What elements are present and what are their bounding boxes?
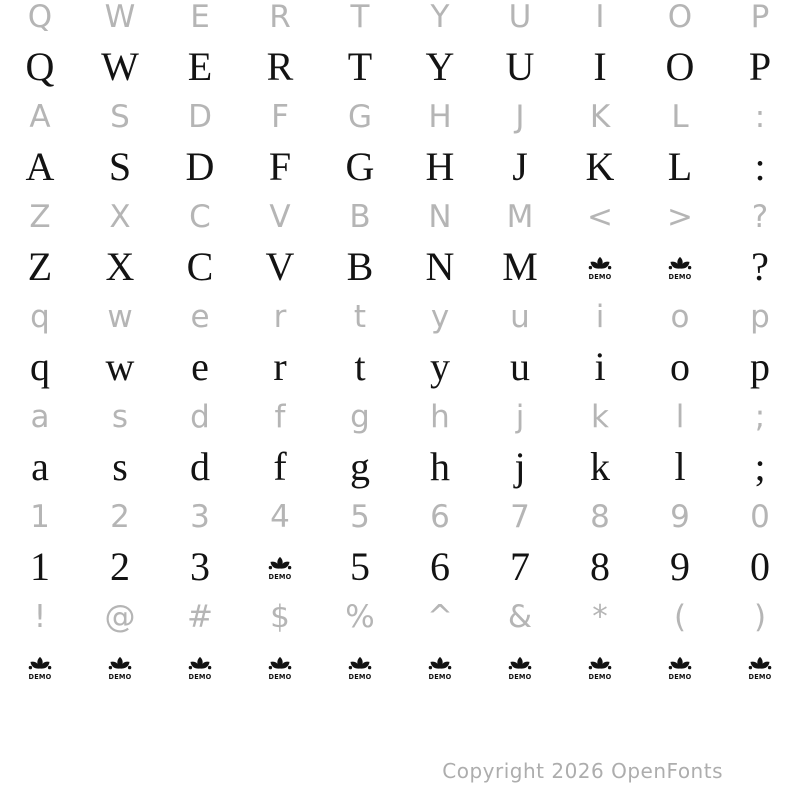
- reference-glyph-cell: &: [507, 598, 533, 635]
- reference-glyph-cell: Q: [27, 0, 53, 35]
- reference-glyph-cell: ^: [427, 598, 453, 635]
- specimen-glyph-cell: r: [273, 344, 287, 389]
- specimen-glyph-cell: l: [674, 444, 686, 489]
- reference-glyph-cell: p: [750, 298, 770, 335]
- specimen-glyph-cell: 9: [670, 544, 690, 589]
- reference-glyph-cell: (: [673, 598, 687, 635]
- demo-label: DEMO: [748, 672, 772, 680]
- demo-label: DEMO: [668, 672, 692, 680]
- demo-ornament-icon: [267, 655, 293, 680]
- specimen-glyph-cell: j: [514, 444, 526, 489]
- specimen-glyph-cell: 6: [430, 544, 450, 589]
- specimen-glyph-cell: 5: [350, 544, 370, 589]
- demo-glyph-cell: [160, 642, 240, 692]
- reference-glyph-cell: E: [190, 0, 210, 35]
- specimen-glyph-cell: 0: [750, 544, 770, 589]
- specimen-glyph-cell: W: [101, 44, 139, 89]
- reference-glyph-cell: V: [269, 198, 291, 235]
- specimen-glyph-cell: y: [430, 344, 450, 389]
- specimen-glyph-cell: s: [112, 444, 128, 489]
- demo-label: DEMO: [348, 672, 372, 680]
- demo-ornament-icon: [27, 655, 53, 680]
- demo-glyph-cell: [480, 642, 560, 692]
- reference-glyph-cell: $: [270, 598, 290, 635]
- reference-glyph-cell: L: [671, 98, 689, 135]
- specimen-glyph-cell: T: [347, 44, 373, 89]
- reference-glyph-cell: ;: [754, 398, 766, 435]
- specimen-glyph-cell: G: [345, 144, 375, 189]
- specimen-glyph-cell: Z: [27, 244, 53, 289]
- demo-glyph-cell: [640, 642, 720, 692]
- reference-glyph-cell: H: [428, 98, 452, 135]
- reference-glyph-cell: G: [347, 98, 373, 135]
- specimen-glyph-cell: t: [354, 344, 366, 389]
- reference-glyph-cell: O: [667, 0, 693, 35]
- specimen-glyph-cell: 2: [110, 544, 130, 589]
- demo-label: DEMO: [108, 672, 132, 680]
- specimen-glyph-cell: :: [754, 144, 766, 189]
- specimen-glyph-cell: Q: [25, 44, 55, 89]
- reference-glyph-cell: !: [33, 598, 47, 635]
- reference-glyph-cell: %: [345, 598, 375, 635]
- reference-glyph-cell: 4: [270, 498, 290, 535]
- reference-glyph-cell: 8: [590, 498, 610, 535]
- demo-label: DEMO: [508, 672, 532, 680]
- specimen-glyph-cell: u: [510, 344, 530, 389]
- demo-glyph-cell: [0, 642, 80, 692]
- reference-glyph-cell: l: [675, 398, 685, 435]
- specimen-glyph-cell: d: [190, 444, 210, 489]
- reference-glyph-cell: k: [591, 398, 609, 435]
- copyright-text: Copyright 2026 OpenFonts: [442, 759, 723, 783]
- demo-label: DEMO: [268, 572, 292, 580]
- specimen-glyph-cell: q: [30, 344, 50, 389]
- reference-glyph-cell: t: [353, 298, 367, 335]
- demo-ornament-icon: [667, 655, 693, 680]
- specimen-glyph-cell: ;: [754, 444, 766, 489]
- reference-glyph-cell: f: [274, 398, 286, 435]
- specimen-glyph-cell: X: [105, 244, 135, 289]
- demo-glyph-cell: [400, 642, 480, 692]
- reference-glyph-cell: 2: [110, 498, 130, 535]
- specimen-glyph-cell: K: [585, 144, 615, 189]
- specimen-glyph-cell: g: [350, 444, 370, 489]
- demo-ornament-icon: [267, 555, 293, 580]
- reference-glyph-cell: 0: [750, 498, 770, 535]
- reference-glyph-cell: Y: [430, 0, 450, 35]
- reference-glyph-cell: r: [273, 298, 287, 335]
- reference-glyph-cell: y: [430, 298, 450, 335]
- reference-glyph-cell: S: [110, 98, 130, 135]
- reference-glyph-cell: #: [187, 598, 213, 635]
- reference-glyph-cell: i: [595, 298, 605, 335]
- reference-glyph-cell: X: [109, 198, 131, 235]
- reference-glyph-cell: s: [111, 398, 129, 435]
- demo-glyph-cell: [720, 642, 800, 692]
- demo-label: DEMO: [268, 672, 292, 680]
- demo-glyph-cell: [240, 542, 320, 592]
- reference-glyph-cell: ): [753, 598, 767, 635]
- reference-glyph-cell: Z: [29, 198, 51, 235]
- specimen-glyph-cell: S: [108, 144, 132, 189]
- reference-glyph-cell: C: [189, 198, 211, 235]
- reference-glyph-cell: 3: [190, 498, 210, 535]
- demo-label: DEMO: [588, 672, 612, 680]
- specimen-glyph-cell: O: [665, 44, 695, 89]
- reference-glyph-cell: *: [592, 598, 608, 635]
- specimen-glyph-cell: o: [670, 344, 690, 389]
- reference-glyph-cell: M: [506, 198, 534, 235]
- specimen-glyph-cell: Y: [425, 44, 455, 89]
- reference-glyph-cell: d: [190, 398, 210, 435]
- specimen-glyph-cell: C: [186, 244, 214, 289]
- demo-glyph-cell: [240, 642, 320, 692]
- demo-ornament-icon: [107, 655, 133, 680]
- specimen-glyph-cell: V: [265, 244, 295, 289]
- reference-glyph-cell: A: [29, 98, 51, 135]
- reference-glyph-cell: 7: [510, 498, 530, 535]
- reference-glyph-cell: 9: [670, 498, 690, 535]
- demo-ornament-icon: [587, 255, 613, 280]
- specimen-glyph-cell: ?: [751, 244, 769, 289]
- specimen-glyph-cell: k: [590, 444, 610, 489]
- reference-glyph-cell: J: [515, 98, 525, 135]
- reference-glyph-cell: B: [349, 198, 371, 235]
- reference-glyph-cell: :: [754, 98, 766, 135]
- specimen-glyph-cell: F: [268, 144, 292, 189]
- reference-glyph-cell: 6: [430, 498, 450, 535]
- reference-glyph-cell: a: [30, 398, 50, 435]
- reference-glyph-cell: D: [188, 98, 212, 135]
- specimen-glyph-cell: M: [502, 244, 538, 289]
- reference-glyph-cell: ?: [751, 198, 769, 235]
- reference-glyph-cell: 1: [30, 498, 50, 535]
- reference-glyph-cell: q: [30, 298, 50, 335]
- demo-ornament-icon: [507, 655, 533, 680]
- reference-glyph-cell: @: [104, 598, 136, 635]
- specimen-glyph-cell: i: [594, 344, 606, 389]
- specimen-glyph-cell: P: [748, 44, 772, 89]
- reference-glyph-cell: K: [589, 98, 611, 135]
- demo-glyph-cell: [560, 242, 640, 292]
- demo-ornament-icon: [187, 655, 213, 680]
- reference-glyph-cell: T: [350, 0, 370, 35]
- demo-label: DEMO: [428, 672, 452, 680]
- demo-ornament-icon: [427, 655, 453, 680]
- reference-glyph-cell: e: [190, 298, 210, 335]
- specimen-glyph-cell: N: [425, 244, 455, 289]
- reference-glyph-cell: P: [750, 0, 770, 35]
- specimen-glyph-cell: U: [505, 44, 535, 89]
- specimen-glyph-cell: f: [273, 444, 287, 489]
- demo-ornament-icon: [587, 655, 613, 680]
- specimen-glyph-cell: D: [185, 144, 215, 189]
- specimen-glyph-cell: B: [346, 244, 374, 289]
- reference-glyph-cell: >: [667, 198, 693, 235]
- specimen-glyph-cell: e: [191, 344, 209, 389]
- reference-glyph-cell: g: [350, 398, 370, 435]
- reference-glyph-cell: w: [107, 298, 133, 335]
- demo-ornament-icon: [347, 655, 373, 680]
- specimen-glyph-cell: 8: [590, 544, 610, 589]
- demo-glyph-cell: [80, 642, 160, 692]
- demo-glyph-cell: [560, 642, 640, 692]
- demo-label: DEMO: [28, 672, 52, 680]
- specimen-glyph-cell: H: [425, 144, 455, 189]
- reference-glyph-cell: I: [595, 0, 605, 35]
- specimen-glyph-cell: 1: [30, 544, 50, 589]
- reference-glyph-cell: h: [430, 398, 450, 435]
- specimen-glyph-cell: a: [31, 444, 49, 489]
- specimen-glyph-cell: h: [430, 444, 450, 489]
- specimen-glyph-cell: I: [593, 44, 607, 89]
- reference-glyph-cell: <: [587, 198, 613, 235]
- reference-glyph-cell: U: [508, 0, 532, 35]
- specimen-glyph-cell: A: [25, 144, 55, 189]
- reference-glyph-cell: W: [104, 0, 136, 35]
- reference-glyph-cell: u: [510, 298, 530, 335]
- specimen-glyph-cell: J: [512, 144, 528, 189]
- reference-glyph-cell: R: [269, 0, 291, 35]
- demo-label: DEMO: [588, 272, 612, 280]
- demo-glyph-cell: [640, 242, 720, 292]
- specimen-glyph-cell: L: [667, 144, 693, 189]
- reference-glyph-cell: o: [670, 298, 690, 335]
- reference-glyph-cell: j: [515, 398, 525, 435]
- demo-label: DEMO: [188, 672, 212, 680]
- specimen-glyph-cell: w: [105, 344, 135, 389]
- specimen-glyph-cell: R: [266, 44, 294, 89]
- demo-label: DEMO: [668, 272, 692, 280]
- demo-glyph-cell: [320, 642, 400, 692]
- specimen-glyph-cell: 7: [510, 544, 530, 589]
- demo-ornament-icon: [747, 655, 773, 680]
- demo-ornament-icon: [667, 255, 693, 280]
- specimen-glyph-cell: 3: [190, 544, 210, 589]
- reference-glyph-cell: F: [271, 98, 289, 135]
- specimen-glyph-cell: p: [750, 344, 770, 389]
- specimen-glyph-cell: E: [187, 44, 213, 89]
- reference-glyph-cell: 5: [350, 498, 370, 535]
- reference-glyph-cell: N: [428, 198, 452, 235]
